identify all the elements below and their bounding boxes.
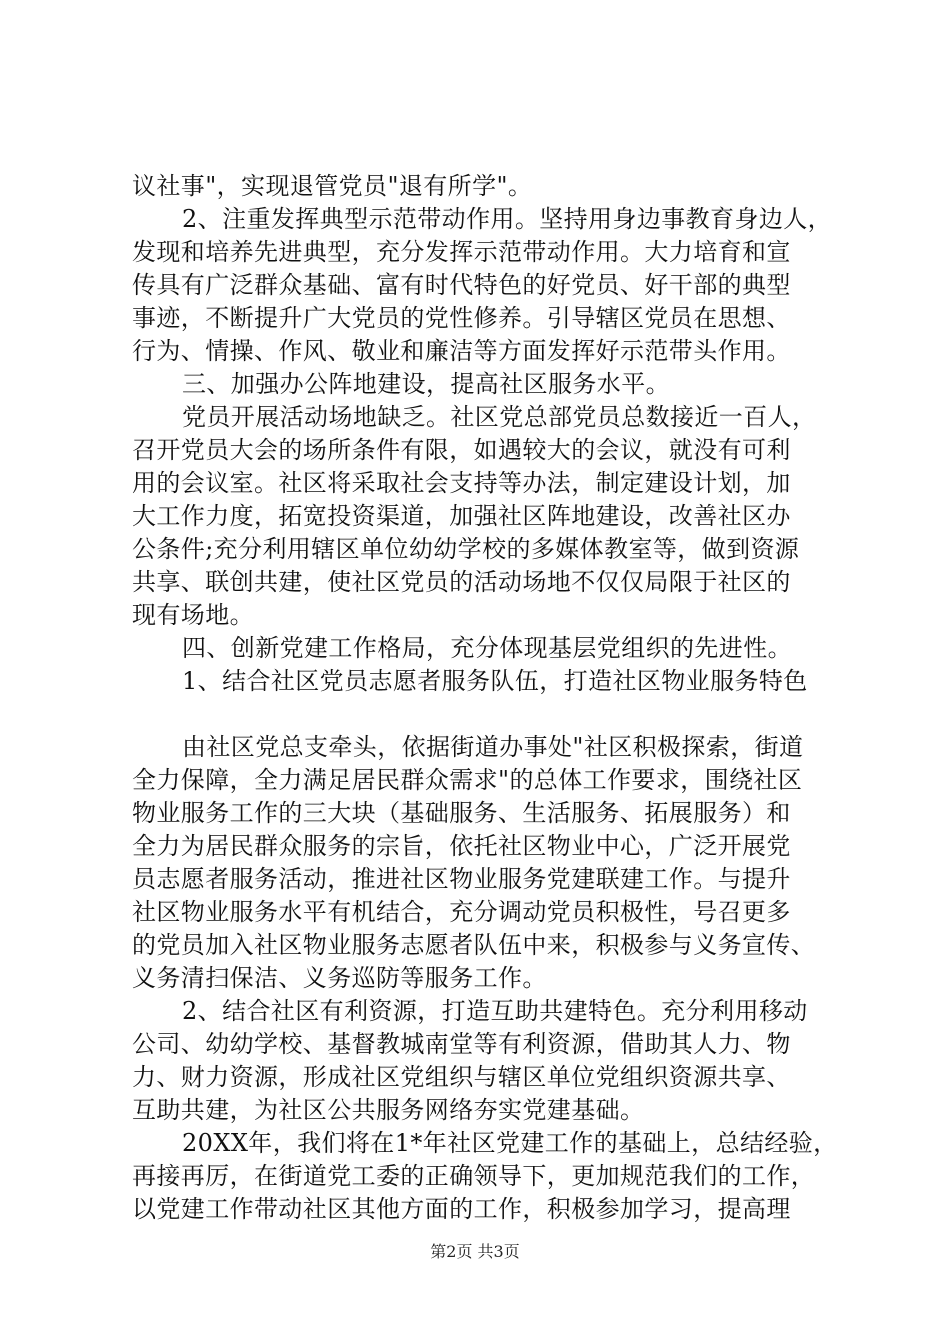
text-line: 召开党员大会的场所条件有限，如遇较大的会议，就没有可利 [132, 436, 791, 464]
text-line: 发现和培养先进典型，充分发挥示范带动作用。大力培育和宣 [132, 238, 791, 266]
text-line: 由社区党总支牵头，依据街道办事处"社区积极探索，街道 [182, 733, 804, 761]
text-line: 全力保障，全力满足居民群众需求"的总体工作要求，围绕社区 [132, 766, 803, 794]
text-line: 全力为居民群众服务的宗旨，依托社区物业中心，广泛开展党 [132, 832, 791, 860]
subsection-heading: 1、结合社区党员志愿者服务队伍，打造社区物业服务特色 [182, 667, 808, 695]
text-line: 义务清扫保洁、义务巡防等服务工作。 [132, 964, 547, 992]
text-line: 的党员加入社区物业服务志愿者队伍中来，积极参与义务宣传、 [132, 931, 816, 959]
text-line: 2、结合社区有利资源，打造互助共建特色。充分利用移动 [182, 997, 808, 1025]
section-heading: 三、加强办公阵地建设，提高社区服务水平。 [182, 370, 670, 398]
text-line: 以党建工作带动社区其他方面的工作，积极参加学习，提高理 [132, 1195, 791, 1223]
document-body [132, 170, 838, 1226]
text-line: 议社事"，实现退管党员"退有所学"。 [132, 172, 533, 200]
text-line: 2、注重发挥典型示范带动作用。坚持用身边事教育身边人， [182, 205, 833, 233]
text-line: 党员开展活动场地缺乏。社区党总部党员总数接近一百人， [182, 403, 817, 431]
text-line: 公司、幼幼学校、基督教城南堂等有利资源，借助其人力、物 [132, 1030, 791, 1058]
text-line: 传具有广泛群众基础、富有时代特色的好党员、好干部的典型 [132, 271, 791, 299]
page-footer: 第2页 共3页 [430, 1242, 520, 1261]
text-line: 物业服务工作的三大块（基础服务、生活服务、拓展服务）和 [132, 799, 791, 827]
text-line: 20XX年，我们将在1*年社区党建工作的基础上，总结经验， [182, 1129, 838, 1157]
text-line: 行为、情操、作风、敬业和廉洁等方面发挥好示范带头作用。 [132, 337, 791, 365]
section-heading: 四、创新党建工作格局，充分体现基层党组织的先进性。 [182, 634, 792, 662]
text-line: 社区物业服务水平有机结合，充分调动党员积极性，号召更多 [132, 898, 791, 926]
text-line: 事迹，不断提升广大党员的党性修养。引导辖区党员在思想、 [132, 304, 791, 332]
text-line: 互助共建，为社区公共服务网络夯实党建基础。 [132, 1096, 645, 1124]
text-line: 再接再厉，在街道党工委的正确领导下，更加规范我们的工作， [132, 1162, 816, 1190]
text-line: 员志愿者服务活动，推进社区物业服务党建联建工作。与提升 [132, 865, 791, 893]
text-line: 大工作力度，拓宽投资渠道，加强社区阵地建设，改善社区办 [132, 502, 791, 530]
text-line: 公条件;充分利用辖区单位幼幼学校的多媒体教室等，做到资源 [132, 535, 800, 563]
text-line: 力、财力资源，形成社区党组织与辖区单位党组织资源共享、 [132, 1063, 791, 1091]
text-line: 用的会议室。社区将采取社会支持等办法，制定建设计划，加 [132, 469, 791, 497]
text-line: 现有场地。 [132, 601, 254, 629]
paragraph-gap [132, 698, 832, 731]
text-line: 共享、联创共建，使社区党员的活动场地不仅仅局限于社区的 [132, 568, 791, 596]
